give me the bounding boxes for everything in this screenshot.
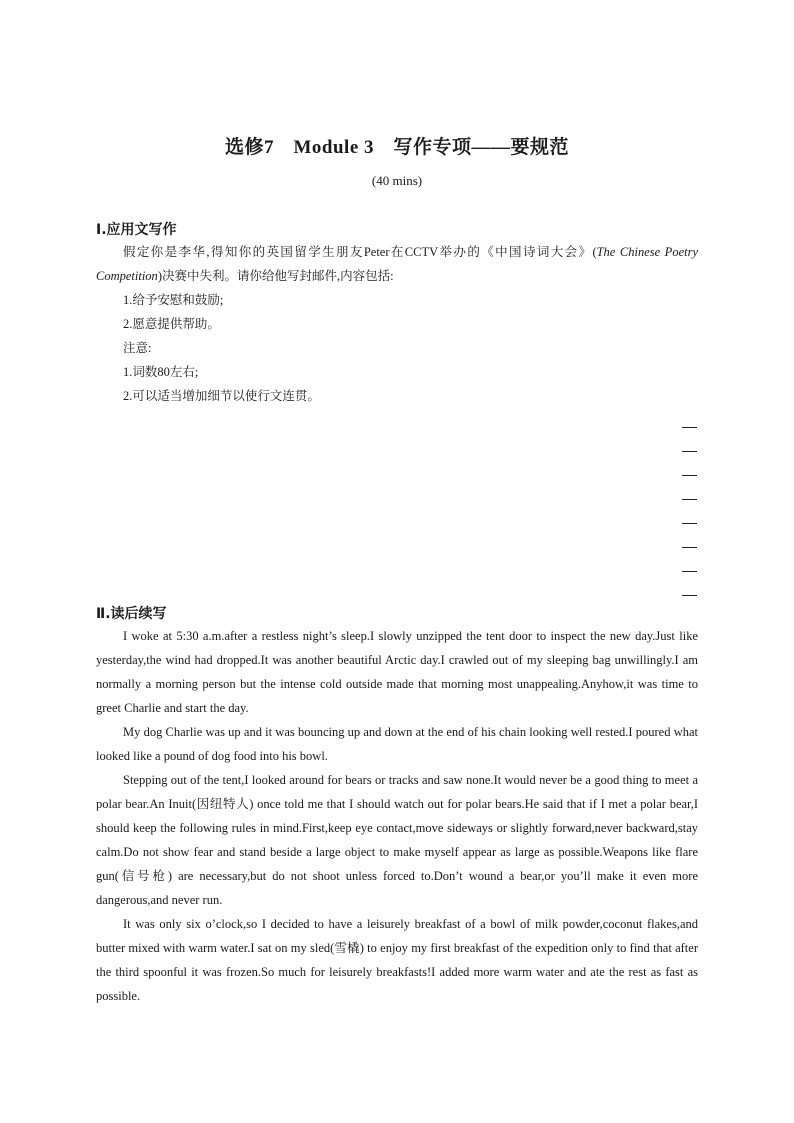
note-1: 1.词数80左右; <box>123 365 199 379</box>
reading-passage <box>96 624 698 1008</box>
answer-line <box>682 547 697 548</box>
prompt-text: 假定你是李华,得知你的英国留学生朋友Peter在CCTV举办的《中国诗词大会》( <box>123 245 597 259</box>
page-title: 选修7 Module 3 写作专项——要规范 <box>224 137 570 158</box>
note-label: 注意: <box>123 341 152 355</box>
writing-prompt <box>96 240 698 288</box>
section-heading-continuation: Ⅱ.读后续写 <box>96 606 167 622</box>
answer-line <box>682 595 697 596</box>
prompt-italic-title: The Chinese Poetry Competition <box>96 245 698 283</box>
writing-task <box>96 240 698 408</box>
answer-line <box>682 475 697 476</box>
passage-paragraph: I woke at 5:30 a.m.after a restless night’s sleep.I slowly unzipped the tent door to inspect the new day.Just like yesterday,the wind had dropped.It was another beautiful Arctic day.I crawled out of my sleeping bag unwillingly.I am normally a morning person but the intense cold outside made that morning most unappealing.Anyhow,it was time to greet Charlie and start the day. <box>96 629 698 715</box>
passage-paragraph: My dog Charlie was up and it was bouncing up and down at the end of his chain looking well rested.I poured what looked like a pound of dog food into his bowl. <box>96 725 698 763</box>
answer-line <box>682 571 697 572</box>
passage-paragraph: Stepping out of the tent,I looked around for bears or tracks and saw none.It would never be a good thing to meet a polar bear.An Inuit(因纽特人) once told me that I should watch out for polar bears.He said that if I met a polar bear,I should keep the following rules in mind.First,keep eye contact,move sideways or slightly forward,never backward,stay calm.Do not show fear and stand beside a large object to make myself appear as large as possible.Weapons like flare gun(信号枪) are necessary,but do not shoot unless forced to.Don’t wound a bear,or you’ll make it even more dangerous,and never run. <box>96 773 698 907</box>
note-2: 2.可以适当增加细节以使行文连贯。 <box>123 389 320 403</box>
prompt-text-end: )决赛中失利。请你给他写封邮件,内容包括: <box>157 269 394 283</box>
answer-line <box>682 427 697 428</box>
time-limit: (40 mins) <box>371 173 423 188</box>
passage-paragraph: It was only six o’clock,so I decided to have a leisurely breakfast of a bowl of milk powder,coconut flakes,and butter mixed with warm water.I sat on my sled(雪橇) to enjoy my first breakfast of the expedition only to find that after the third spoonful it was frozen.So much for leisurely breakfasts!I added more warm water and ate the rest as fast as possible. <box>96 917 698 1003</box>
answer-line <box>682 523 697 524</box>
section-heading-writing: Ⅰ.应用文写作 <box>96 222 177 238</box>
answer-line <box>682 451 697 452</box>
answer-line <box>682 499 697 500</box>
point-1: 1.给予安慰和鼓励; <box>123 293 224 307</box>
point-2: 2.愿意提供帮助。 <box>123 317 220 331</box>
